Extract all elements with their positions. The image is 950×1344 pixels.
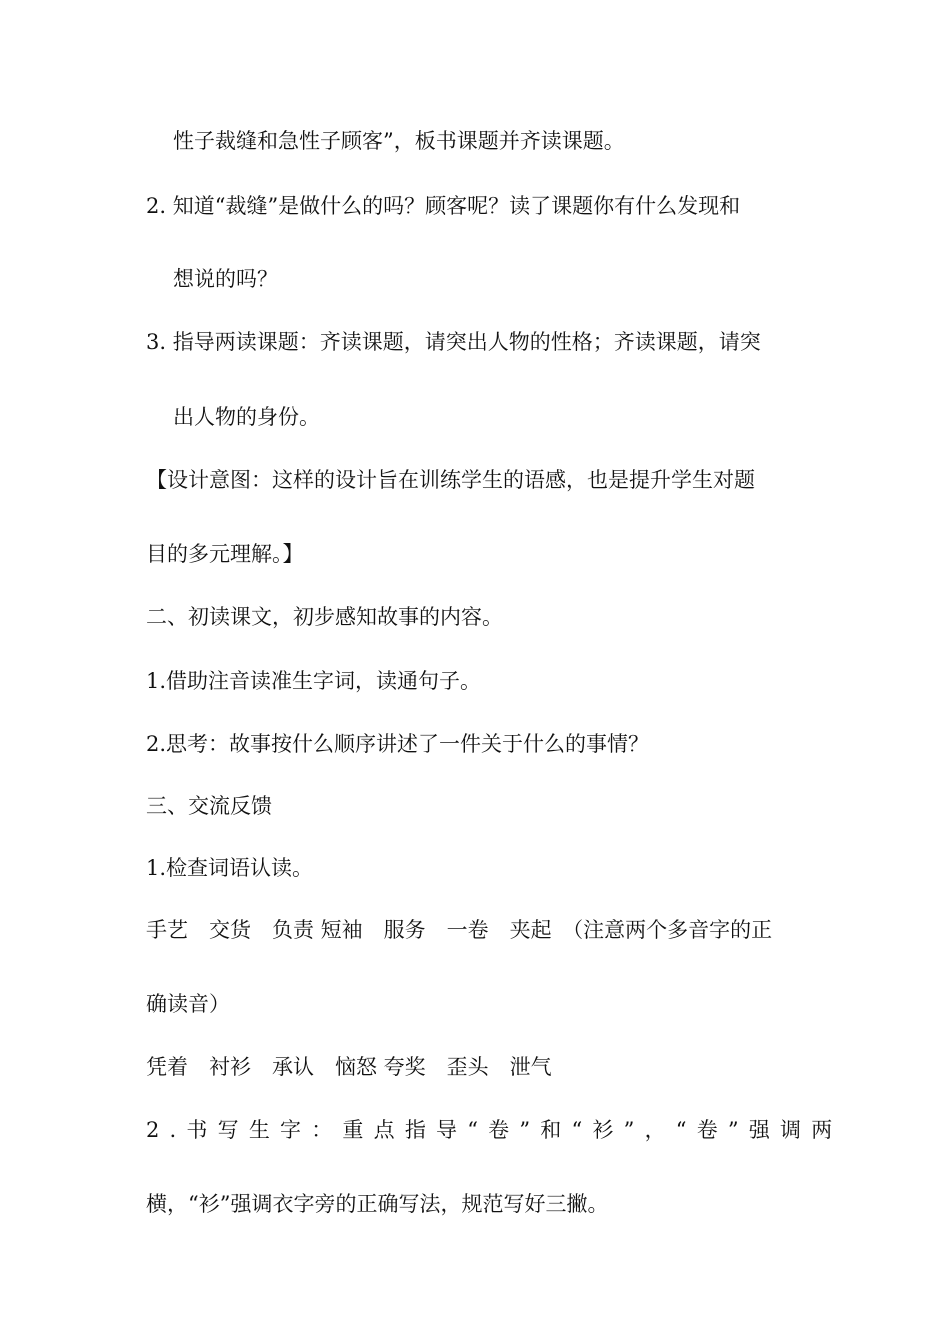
- text-line: 出人物的身份。: [173, 405, 320, 429]
- text-line: 想说的吗？: [173, 267, 278, 291]
- list-item-2: 2. 知道“裁缝”是做什么的吗？顾客呢？读了课题你有什么发现和: [146, 194, 741, 218]
- text-line: 目的多元理解。】: [146, 542, 304, 566]
- text-line: 性子裁缝和急性子顾客”，板书课题并齐读课题。: [173, 129, 625, 153]
- vocabulary-line-2: 凭着 衬衫 承认 恼怒 夸奖 歪头 泄气: [146, 1055, 552, 1079]
- list-item: 2.书写生字：重点指导“卷”和“衫”，“卷”强调两: [146, 1118, 843, 1142]
- section-heading-3: 三、交流反馈: [146, 794, 272, 818]
- text-line: 确读音）: [146, 992, 230, 1016]
- vocabulary-line-1: 手艺 交货 负责 短袖 服务 一卷 夹起 （注意两个多音字的正: [146, 918, 773, 942]
- text-line: 横，“衫”强调衣字旁的正确写法，规范写好三撇。: [146, 1192, 609, 1216]
- section-heading-2: 二、初读课文，初步感知故事的内容。: [146, 605, 503, 629]
- design-intent-note: 【设计意图：这样的设计旨在训练学生的语感，也是提升学生对题: [146, 468, 755, 492]
- list-item: 1.检查词语认读。: [146, 856, 314, 880]
- list-item: 2.思考：故事按什么顺序讲述了一件关于什么的事情？: [146, 732, 650, 756]
- list-item-3: 3. 指导两读课题：齐读课题，请突出人物的性格；齐读课题，请突: [146, 330, 761, 354]
- list-item: 1.借助注音读准生字词，读通句子。: [146, 669, 482, 693]
